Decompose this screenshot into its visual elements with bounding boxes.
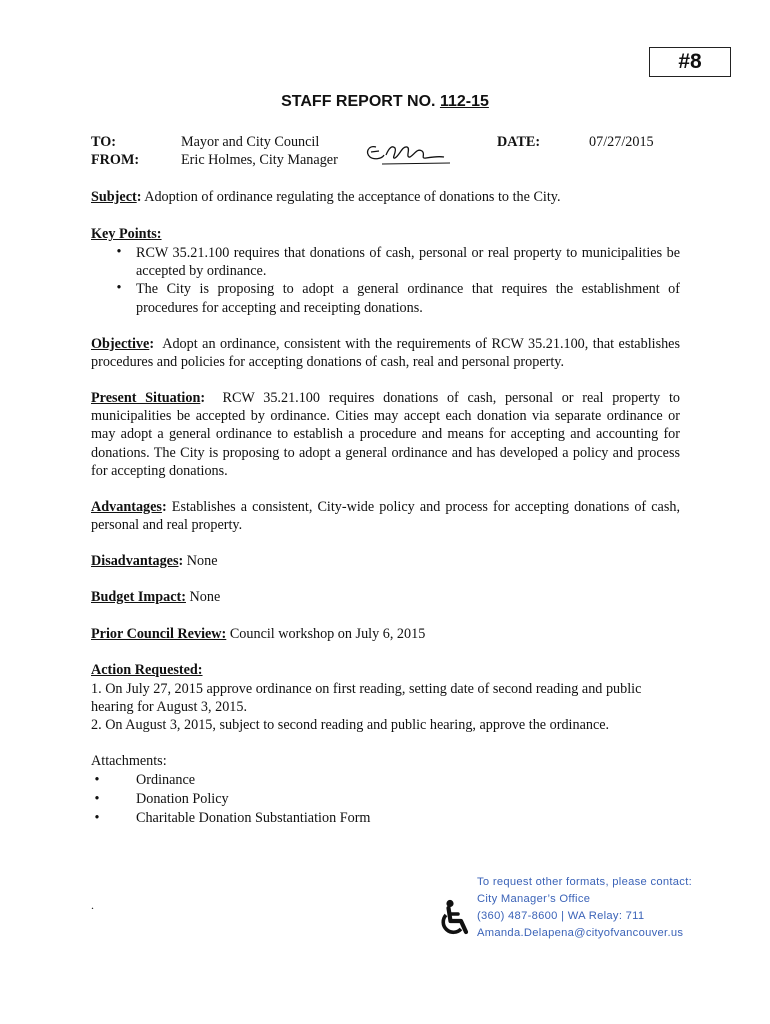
budget-impact-label: Budget Impact: <box>91 589 186 605</box>
subject-text: Adoption of ordinance regulating the acceptance of donations to the City. <box>144 189 561 205</box>
present-situation-label: Present Situation <box>91 390 201 406</box>
prior-review-line <box>91 626 425 643</box>
budget-impact-text: None <box>189 589 221 605</box>
contact-block <box>477 874 757 942</box>
contact-email-link[interactable]: Amanda.Delapena@cityofvancouver.us <box>477 927 684 939</box>
contact-line: To request other formats, please contact: <box>477 876 693 888</box>
present-situation-paragraph: Present Situation: RCW 35.21.100 requires donations of cash, personal or real property to municipalities be accepted by ordinance. Cities may accept each donation via separate ordinance or may adopt a general ordinance to establish a procedure and means for accepting and accounting for donations. The City is proposing to adopt a general ordinance and has developed a policy and process for accepting donations. <box>91 390 680 479</box>
subject-label: Subject <box>91 189 137 205</box>
report-number: 112-15 <box>439 93 489 110</box>
date-value: 07/27/2015 <box>589 134 654 150</box>
list-item <box>91 809 491 828</box>
advantages-label: Advantages <box>91 499 162 515</box>
signature-image <box>362 139 452 171</box>
prior-review-text: Council workshop on July 6, 2015 <box>229 626 426 642</box>
list-item <box>91 280 680 316</box>
contact-office: City Manager’s Office <box>477 893 591 905</box>
list-item <box>91 244 680 280</box>
disadvantages-line: Disadvantages: None <box>91 553 218 569</box>
report-title-prefix: STAFF REPORT NO. <box>281 93 436 110</box>
subject-line: Subject: Adoption of ordinance regulating the acceptance of donations to the City. <box>91 189 561 205</box>
action-requested-heading: Action Requested: <box>91 662 203 678</box>
attachment-name: Ordinance <box>136 772 196 788</box>
bullet-icon: • <box>116 280 122 297</box>
footer-mark: . <box>91 898 94 912</box>
bullet-icon: • <box>116 244 122 260</box>
list-item: 1. On July 27, 2015 approve ordinance on first reading, setting date of second reading and public hearing for August 3, 2015. <box>91 681 642 716</box>
disadvantages-label: Disadvantages <box>91 553 179 569</box>
list-item <box>91 790 491 809</box>
disadvantages-text: None <box>186 553 218 569</box>
budget-impact-line <box>91 589 220 606</box>
attachment-name: Charitable Donation Substantiation Form <box>136 810 371 826</box>
present-situation-text: RCW 35.21.100 requires donations of cash, personal or real property to municipalities be accepted by ordinance. Cities may accept each donation via separate ordinance or may adopt a general ordinance to establish a procedure and means for accepting and accounting for donations. The City is proposing to adopt a general ordinance and has developed a policy and process for accepting donations. <box>91 390 680 479</box>
key-point-text: The City is proposing to adopt a general ordinance that requires the establishment of procedures for accepting and receipting donations. <box>136 281 680 316</box>
list-item: 2. On August 3, 2015, subject to second reading and public hearing, approve the ordinance. <box>91 717 610 734</box>
prior-review-label: Prior Council Review: <box>91 626 227 642</box>
wheelchair-accessibility-icon <box>437 899 473 939</box>
to-label: TO: <box>91 134 116 150</box>
list-item <box>91 771 491 790</box>
attachments-heading: Attachments: <box>91 753 167 769</box>
objective-text: Adopt an ordinance, consistent with the requirements of RCW 35.21.100, that establishes procedures and policies for accepting donations of cash, real and personal property. <box>91 336 681 371</box>
objective-paragraph: Objective: Adopt an ordinance, consistent with the requirements of RCW 35.21.100, that establishes procedures and policies for accepting donations of cash, real and personal property. <box>91 336 681 371</box>
date-label: DATE: <box>497 134 541 150</box>
bullet-icon: • <box>94 772 100 788</box>
agenda-item-badge: #8 <box>649 47 731 77</box>
to-value: Mayor and City Council <box>181 134 320 150</box>
report-title <box>0 93 770 111</box>
contact-phone: (360) 487-8600 | WA Relay: 711 <box>477 910 645 922</box>
from-value: Eric Holmes, City Manager <box>181 152 338 168</box>
from-label: FROM: <box>91 152 140 168</box>
key-points-heading: Key Points: <box>91 226 162 242</box>
key-point-text: RCW 35.21.100 requires that donations of cash, personal or real property to municipalities be accepted by ordinance. <box>136 245 680 280</box>
attachments-list <box>91 771 491 828</box>
bullet-icon: • <box>94 791 100 807</box>
advantages-text: Establishes a consistent, City-wide policy and process for accepting donations of cash, personal and real property. <box>91 499 681 534</box>
objective-label: Objective <box>91 336 150 352</box>
bullet-icon: • <box>94 810 100 826</box>
advantages-paragraph: Advantages: Establishes a consistent, City-wide policy and process for accepting donations of cash, personal and real property. <box>91 499 681 534</box>
key-points-list <box>91 244 680 317</box>
action-requested-list <box>91 680 686 735</box>
attachment-name: Donation Policy <box>136 791 229 807</box>
